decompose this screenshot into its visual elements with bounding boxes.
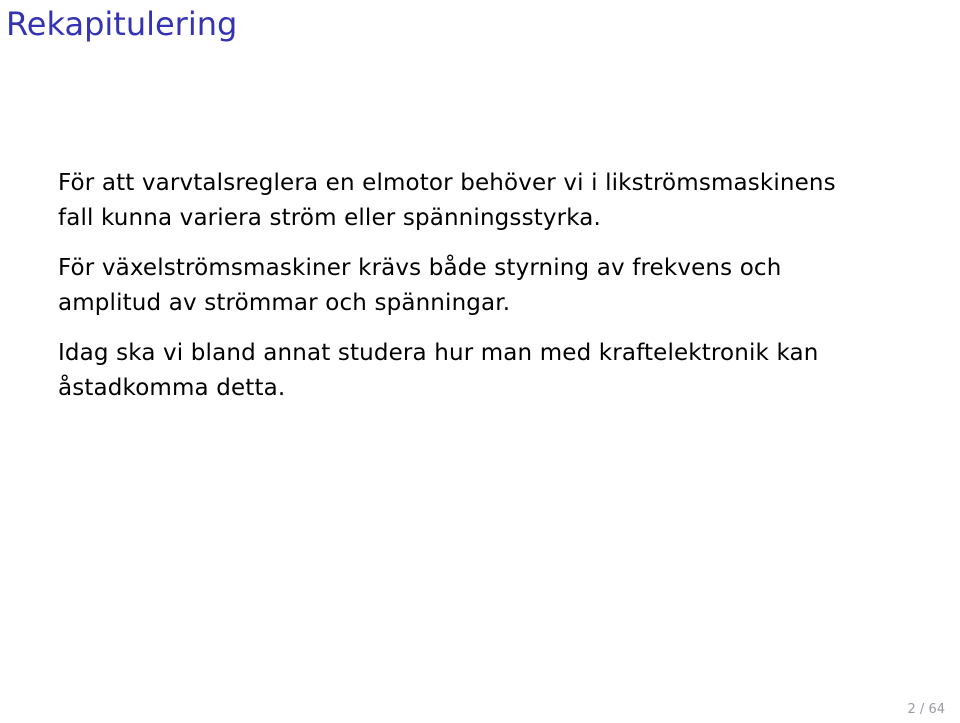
paragraph-line: amplitud av strömmar och spänningar. [58,290,511,316]
paragraph-today [58,336,938,406]
paragraph-line: För att varvtalsreglera en elmotor behöver vi i likströmsmaskinens [58,170,836,196]
paragraph-line: Idag ska vi bland annat studera hur man med kraftelektronik kan [58,340,819,366]
paragraph-speed-control [58,166,938,236]
paragraph-line: För växelströmsmaskiner krävs både styrning av frekvens och [58,255,782,281]
paragraph-ac-machines [58,251,938,321]
slide-body [58,166,938,421]
paragraph-line: åstadkomma detta. [58,375,286,401]
paragraph-line: fall kunna variera ström eller spänningsstyrka. [58,205,602,231]
page-number: 2 / 64 [907,702,945,717]
slide-title: Rekapitulering [6,5,238,43]
